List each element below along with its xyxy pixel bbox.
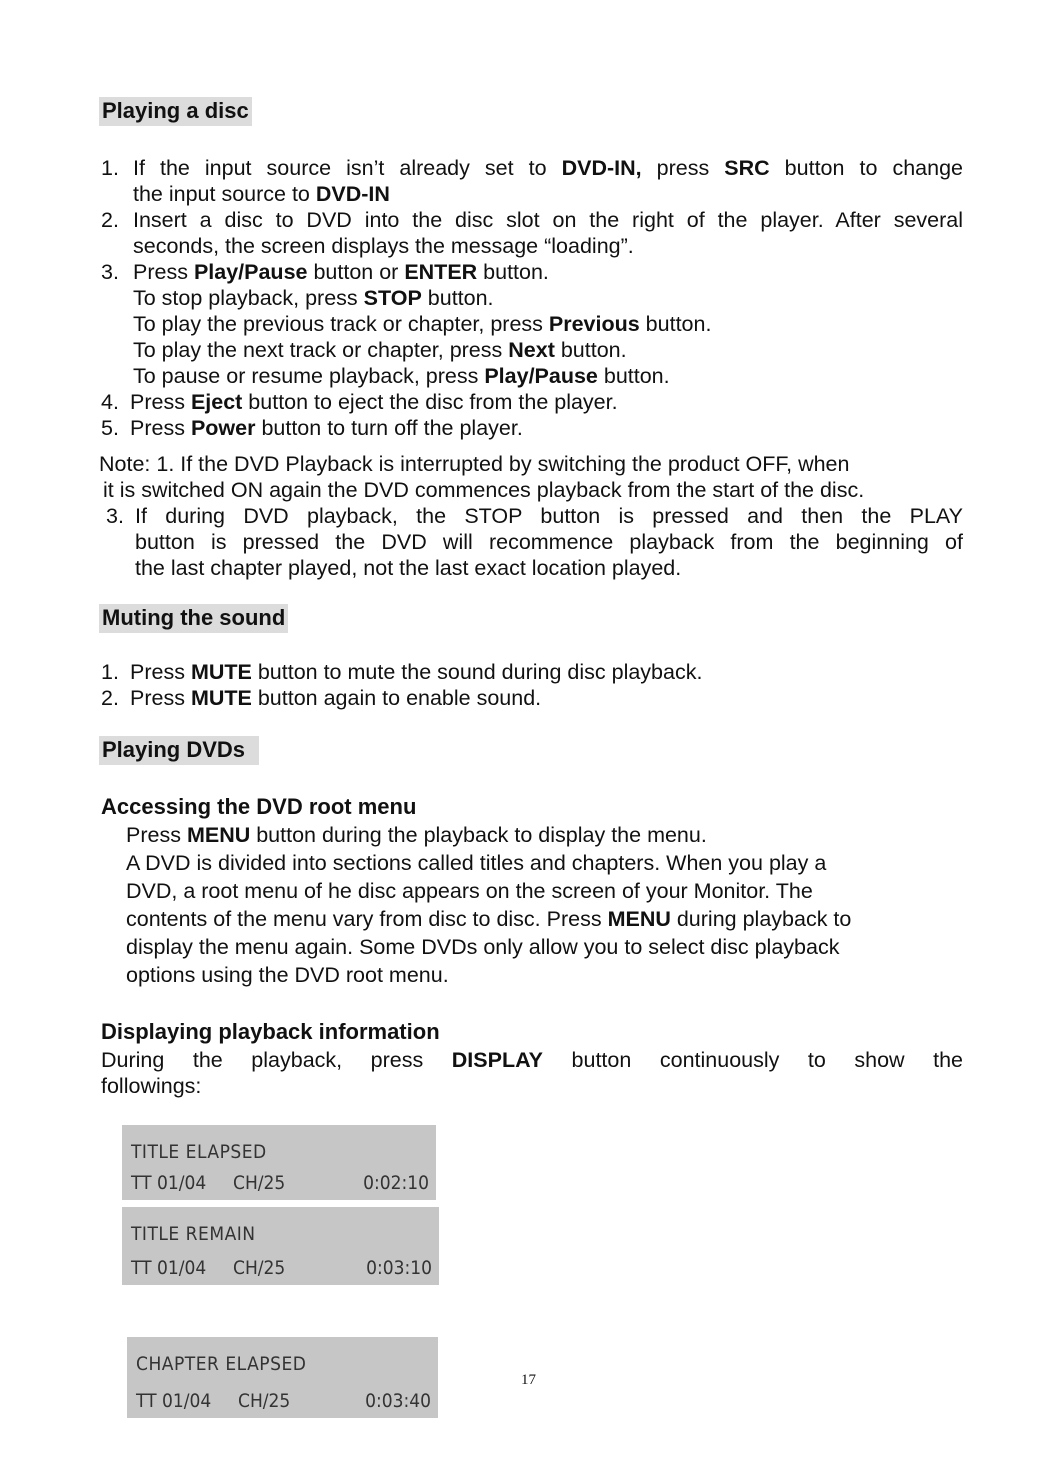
display-title-track: TT 01/04 <box>131 1257 207 1279</box>
text-segment: button. <box>554 338 627 362</box>
display-title-track: TT 01/04 <box>131 1172 207 1194</box>
bold-term: Play/Pause <box>484 364 598 388</box>
text-segment: press <box>641 156 725 180</box>
display-label: TITLE ELAPSED <box>131 1141 267 1163</box>
playback-info-line-2: followings: <box>101 1074 202 1098</box>
note-3-number: 3. <box>106 504 124 528</box>
step-line <box>130 659 702 685</box>
step-line <box>130 389 618 415</box>
root-menu-line <box>126 934 839 960</box>
root-menu-line <box>126 906 851 932</box>
step-line <box>133 337 627 363</box>
text-segment: button. <box>639 312 712 336</box>
bold-term: STOP <box>363 286 422 310</box>
text-segment: button to turn off the player. <box>255 416 523 440</box>
display-time: 0:03:10 <box>366 1257 432 1279</box>
text-segment: button to change <box>769 156 963 180</box>
step-number: 2. <box>101 686 119 710</box>
text-segment: To pause or resume playback, press <box>133 364 485 388</box>
text-segment: button during the playback to display the menu. <box>250 823 707 847</box>
display-title-elapsed <box>122 1125 436 1200</box>
bold-term: DVD-IN, <box>561 156 642 180</box>
step-line <box>133 259 549 285</box>
playback-info-pre: During the playback, press <box>101 1048 424 1072</box>
display-title-remain <box>122 1207 439 1285</box>
step-number: 3. <box>101 260 119 284</box>
text-segment: Press <box>130 416 191 440</box>
text-segment: during playback to <box>670 907 852 931</box>
subheading-root-menu: Accessing the DVD root menu <box>101 794 417 819</box>
text-segment: button or <box>307 260 405 284</box>
root-menu-line <box>126 822 707 848</box>
section-heading-playing-dvds: Playing DVDs <box>99 736 259 765</box>
text-segment: button to eject the disc from the player. <box>242 390 618 414</box>
display-time: 0:03:40 <box>365 1390 431 1412</box>
text-segment: If the input source isn’t already set to <box>133 156 562 180</box>
text-segment: button. <box>597 364 670 388</box>
text-segment: Press <box>130 686 191 710</box>
note-3-line-2: button is pressed the DVD will recommence playback from the beginning of <box>135 530 963 554</box>
text-segment: display the menu again. Some DVDs only allow you to select disc playback <box>126 935 840 959</box>
bold-term: MUTE <box>190 686 252 710</box>
subheading-playback-info: Displaying playback information <box>101 1019 440 1044</box>
playback-info-post: button continuously to show the <box>571 1048 963 1072</box>
step-line <box>133 181 390 207</box>
display-chapter: CH/25 <box>233 1257 286 1279</box>
playback-info-bold: DISPLAY <box>451 1048 543 1072</box>
display-chapter-elapsed <box>127 1337 438 1418</box>
bold-term: MUTE <box>190 660 252 684</box>
step-line <box>133 233 634 259</box>
step-number: 1. <box>101 156 119 180</box>
bold-term: ENTER <box>404 260 478 284</box>
bold-term: Previous <box>548 312 640 336</box>
bold-term: Next <box>508 338 555 362</box>
text-segment: options using the DVD root menu. <box>126 963 449 987</box>
display-chapter: CH/25 <box>238 1390 291 1412</box>
step-number: 4. <box>101 390 119 414</box>
text-segment: button to mute the sound during disc playback. <box>251 660 703 684</box>
section-heading-playing-disc: Playing a disc <box>99 97 252 126</box>
text-segment: Press <box>126 823 187 847</box>
playback-info-line-1 <box>101 1047 963 1073</box>
bold-term: DVD-IN <box>315 182 390 206</box>
section-heading-muting: Muting the sound <box>99 604 288 633</box>
step-line <box>133 311 711 337</box>
text-segment: To play the previous track or chapter, press <box>133 312 549 336</box>
display-title-track: TT 01/04 <box>136 1390 212 1412</box>
text-segment: button. <box>421 286 494 310</box>
note-3-line-1: If during DVD playback, the STOP button is pressed and then the PLAY <box>135 504 963 528</box>
text-segment: Press <box>130 660 191 684</box>
display-time: 0:02:10 <box>363 1172 429 1194</box>
display-label: CHAPTER ELAPSED <box>136 1353 307 1375</box>
root-menu-line <box>126 878 813 904</box>
display-label: TITLE REMAIN <box>131 1223 256 1245</box>
root-menu-line <box>126 850 826 876</box>
note-line-2: it is switched ON again the DVD commences playback from the start of the disc. <box>103 478 865 502</box>
step-number: 1. <box>101 660 119 684</box>
bold-term: MENU <box>607 907 671 931</box>
note-line-1: Note: 1. If the DVD Playback is interrupted by switching the product OFF, when <box>99 452 850 476</box>
step-number: 5. <box>101 416 119 440</box>
bold-term: Power <box>190 416 256 440</box>
text-segment: Press <box>133 260 194 284</box>
note-3-line-3: the last chapter played, not the last exact location played. <box>135 556 682 580</box>
step-number: 2. <box>101 208 119 232</box>
bold-term: Play/Pause <box>193 260 308 284</box>
root-menu-line <box>126 962 449 988</box>
text-segment: DVD, a root menu of he disc appears on the screen of your Monitor. The <box>126 879 813 903</box>
text-segment: the input source to <box>133 182 316 206</box>
step-line <box>133 363 670 389</box>
text-segment: Insert a disc to DVD into the disc slot on the right of the player. After several <box>133 208 963 232</box>
bold-term: MENU <box>186 823 251 847</box>
text-segment: contents of the menu vary from disc to disc. Press <box>126 907 608 931</box>
bold-term: SRC <box>724 156 770 180</box>
display-chapter: CH/25 <box>233 1172 286 1194</box>
text-segment: button again to enable sound. <box>251 686 542 710</box>
page-number: 17 <box>521 1372 536 1388</box>
step-line <box>130 685 541 711</box>
text-segment: To play the next track or chapter, press <box>133 338 509 362</box>
text-segment: To stop playback, press <box>133 286 364 310</box>
text-segment: A DVD is divided into sections called titles and chapters. When you play a <box>126 851 827 875</box>
text-segment: Press <box>130 390 191 414</box>
step-line <box>133 285 494 311</box>
step-line <box>133 207 963 233</box>
step-line <box>133 155 963 181</box>
text-segment: button. <box>477 260 549 284</box>
bold-term: Eject <box>190 390 243 414</box>
step-line <box>130 415 523 441</box>
text-segment: seconds, the screen displays the message “loading”. <box>133 234 634 258</box>
